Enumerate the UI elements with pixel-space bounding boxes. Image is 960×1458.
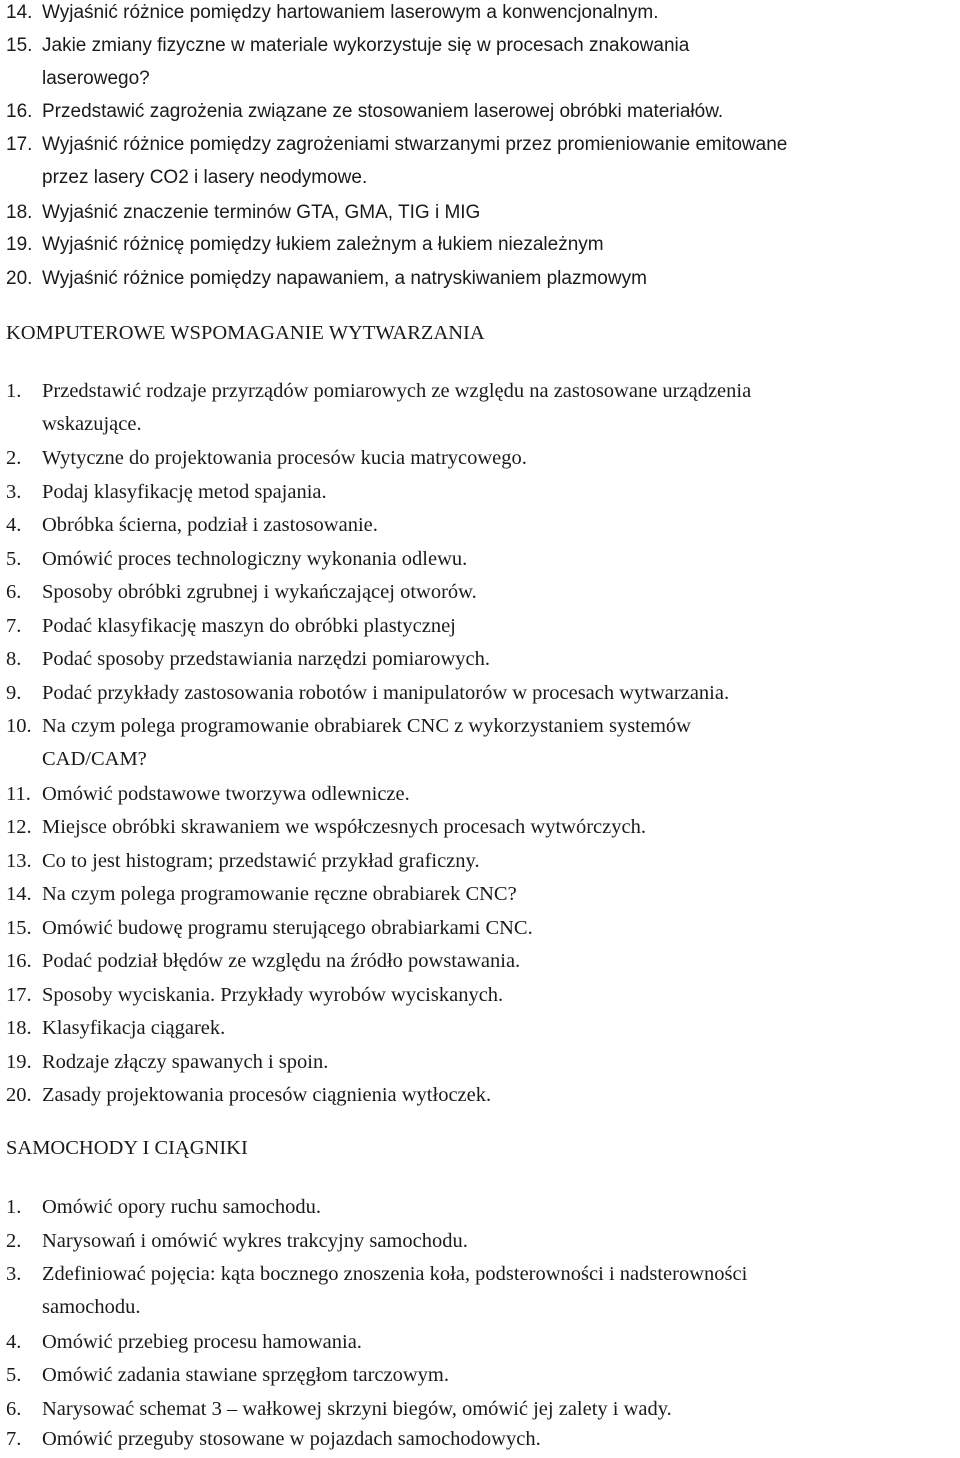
- item-number: 18.: [6, 1017, 32, 1039]
- item-number: 8.: [6, 648, 22, 670]
- item-number: 2.: [6, 447, 22, 469]
- item-number: 5.: [6, 548, 22, 570]
- item-text: Podaj klasyfikację metod spajania.: [42, 481, 327, 503]
- item-text: Wyjaśnić różnicę pomiędzy łukiem zależnym a łukiem niezależnym: [42, 234, 604, 255]
- item-text: Przedstawić rodzaje przyrządów pomiarowych ze względu na zastosowane urządzenia: [42, 380, 752, 402]
- section-heading-sic: SAMOCHODY I CIĄGNIKI: [6, 1137, 248, 1159]
- item-text: Omówić przebieg procesu hamowania.: [42, 1331, 362, 1353]
- item-number: 20.: [6, 1084, 32, 1106]
- item-number: 14.: [6, 883, 32, 905]
- item-text: Zasady projektowania procesów ciągnienia wytłoczek.: [42, 1084, 492, 1106]
- item-text: Narysowań i omówić wykres trakcyjny samochodu.: [42, 1230, 468, 1252]
- item-text-continued: wskazujące.: [42, 413, 142, 435]
- item-text: Wyjaśnić różnice pomiędzy zagrożeniami stwarzanymi przez promieniowanie emitowane: [42, 134, 788, 155]
- item-text: Podać przykłady zastosowania robotów i manipulatorów w procesach wytwarzania.: [42, 682, 730, 704]
- item-text: Podać klasyfikację maszyn do obróbki plastycznej: [42, 615, 456, 637]
- item-number: 19.: [6, 1051, 32, 1073]
- item-number: 15.: [6, 35, 33, 56]
- item-text: Omówić opory ruchu samochodu.: [42, 1196, 321, 1218]
- item-number: 14.: [6, 2, 33, 23]
- item-text: Klasyfikacja ciągarek.: [42, 1017, 226, 1039]
- item-number: 5.: [6, 1364, 22, 1386]
- item-number: 2.: [6, 1230, 22, 1252]
- item-text-continued: przez lasery CO2 i lasery neodymowe.: [42, 167, 368, 188]
- item-number: 16.: [6, 950, 32, 972]
- item-text: Omówić przeguby stosowane w pojazdach samochodowych.: [42, 1428, 541, 1450]
- item-number: 9.: [6, 682, 22, 704]
- item-number: 17.: [6, 134, 33, 155]
- item-text: Podać sposoby przedstawiania narzędzi pomiarowych.: [42, 648, 491, 670]
- item-text-continued: CAD/CAM?: [42, 748, 147, 770]
- item-number: 3.: [6, 481, 22, 503]
- item-text: Omówić budowę programu sterującego obrabiarkami CNC.: [42, 917, 533, 939]
- item-number: 1.: [6, 380, 22, 402]
- item-text: Przedstawić zagrożenia związane ze stosowaniem laserowej obróbki materiałów.: [42, 101, 724, 122]
- item-number: 20.: [6, 268, 33, 289]
- item-number: 11.: [6, 783, 31, 805]
- item-text: Wytyczne do projektowania procesów kucia matrycowego.: [42, 447, 527, 469]
- item-text: Sposoby obróbki zgrubnej i wykańczającej otworów.: [42, 581, 477, 603]
- item-text: Miejsce obróbki skrawaniem we współczesnych procesach wytwórczych.: [42, 816, 646, 838]
- item-text: Co to jest histogram; przedstawić przykład graficzny.: [42, 850, 480, 872]
- item-text: Jakie zmiany fizyczne w materiale wykorzystuje się w procesach znakowania: [42, 35, 690, 56]
- item-text: Sposoby wyciskania. Przykłady wyrobów wyciskanych.: [42, 984, 504, 1006]
- item-number: 6.: [6, 1398, 22, 1420]
- item-number: 19.: [6, 234, 33, 255]
- item-number: 3.: [6, 1263, 22, 1285]
- item-number: 17.: [6, 984, 32, 1006]
- item-text: Rodzaje złączy spawanych i spoin.: [42, 1051, 329, 1073]
- item-text: Wyjaśnić różnice pomiędzy hartowaniem laserowym a konwencjonalnym.: [42, 2, 659, 23]
- item-number: 1.: [6, 1196, 22, 1218]
- item-text: Zdefiniować pojęcia: kąta bocznego znoszenia koła, podsterowności i nadsterowności: [42, 1263, 748, 1285]
- item-number: 4.: [6, 514, 22, 536]
- item-text: Na czym polega programowanie obrabiarek CNC z wykorzystaniem systemów: [42, 715, 691, 737]
- item-number: 16.: [6, 101, 33, 122]
- item-text-continued: laserowego?: [42, 68, 150, 89]
- item-text: Omówić podstawowe tworzywa odlewnicze.: [42, 783, 410, 805]
- item-number: 4.: [6, 1331, 22, 1353]
- item-text: Podać podział błędów ze względu na źródło powstawania.: [42, 950, 521, 972]
- item-text: Narysować schemat 3 – wałkowej skrzyni biegów, omówić jej zalety i wady.: [42, 1398, 672, 1420]
- item-text: Wyjaśnić znaczenie terminów GTA, GMA, TIG i MIG: [42, 202, 481, 223]
- item-number: 10.: [6, 715, 32, 737]
- item-number: 7.: [6, 615, 22, 637]
- item-text: Wyjaśnić różnice pomiędzy napawaniem, a natryskiwaniem plazmowym: [42, 268, 647, 289]
- section-heading-kww: KOMPUTEROWE WSPOMAGANIE WYTWARZANIA: [6, 322, 485, 344]
- item-text: Omówić proces technologiczny wykonania odlewu.: [42, 548, 468, 570]
- item-text: Obróbka ścierna, podział i zastosowanie.: [42, 514, 378, 536]
- item-number: 13.: [6, 850, 32, 872]
- item-number: 6.: [6, 581, 22, 603]
- item-number: 12.: [6, 816, 32, 838]
- item-text: Omówić zadania stawiane sprzęgłom tarczowym.: [42, 1364, 449, 1386]
- item-number: 15.: [6, 917, 32, 939]
- item-number: 18.: [6, 202, 33, 223]
- item-text: Na czym polega programowanie ręczne obrabiarek CNC?: [42, 883, 517, 905]
- item-text-continued: samochodu.: [42, 1296, 141, 1318]
- item-number: 7.: [6, 1428, 22, 1450]
